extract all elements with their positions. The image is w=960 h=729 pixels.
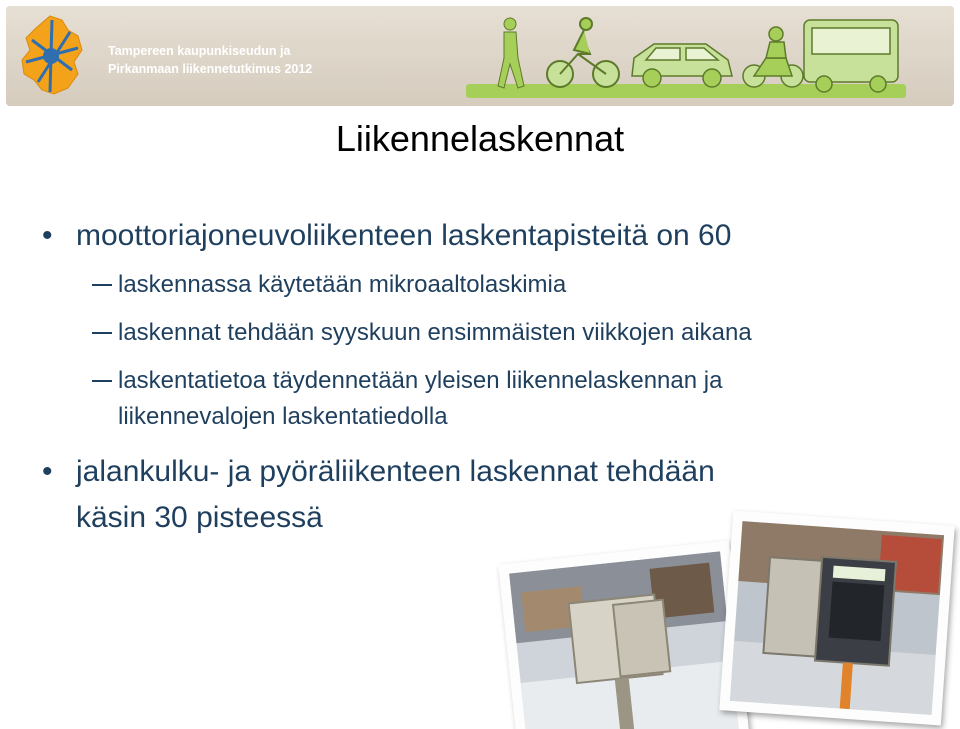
sub-bullet-text: laskentatietoa täydennetään yleisen liikennelaskennan ja: [118, 367, 723, 394]
bullet-text: käsin 30 pisteessä: [76, 501, 323, 534]
map-logo-icon: [12, 10, 92, 100]
dash-icon: [92, 380, 112, 382]
pedestrian-icon: [498, 18, 524, 88]
photo-counter-closed-image: [498, 540, 750, 729]
bullet-text: moottoriajoneuvoliikenteen laskentapisteitä on 60: [76, 219, 732, 252]
motorcycle-icon: [743, 27, 803, 87]
sub-bullet-text: liikennevalojen laskentatiedolla: [118, 403, 448, 430]
car-icon: [632, 44, 732, 87]
bullet-text: jalankulku- ja pyöräliikenteen laskennat tehdään: [76, 455, 715, 488]
bus-icon: [804, 20, 898, 92]
cyclist-icon: [547, 18, 619, 87]
dash-icon: [92, 284, 112, 286]
banner-line-1: Tampereen kaupunkiseudun ja: [108, 44, 291, 58]
traffic-illustration: [466, 10, 906, 102]
bullet-dot-icon: •: [42, 219, 53, 252]
dash-icon: [92, 332, 112, 334]
sub-bullet-text: laskennassa käytetään mikroaaltolaskimia: [118, 271, 567, 298]
bullet-dot-icon: •: [42, 455, 53, 488]
photo-counter-box-open: [719, 511, 954, 726]
banner-line-2: Pirkanmaan liikennetutkimus 2012: [108, 62, 313, 76]
slide-title: Liikennelaskennat: [335, 118, 625, 159]
banner-org-name: [108, 42, 312, 78]
photo-counter-open-image: [719, 511, 954, 726]
header-banner: [6, 6, 954, 106]
photo-counter-box-closed: [498, 540, 750, 729]
sub-bullet-text: laskennat tehdään syyskuun ensimmäisten viikkojen aikana: [118, 319, 752, 346]
